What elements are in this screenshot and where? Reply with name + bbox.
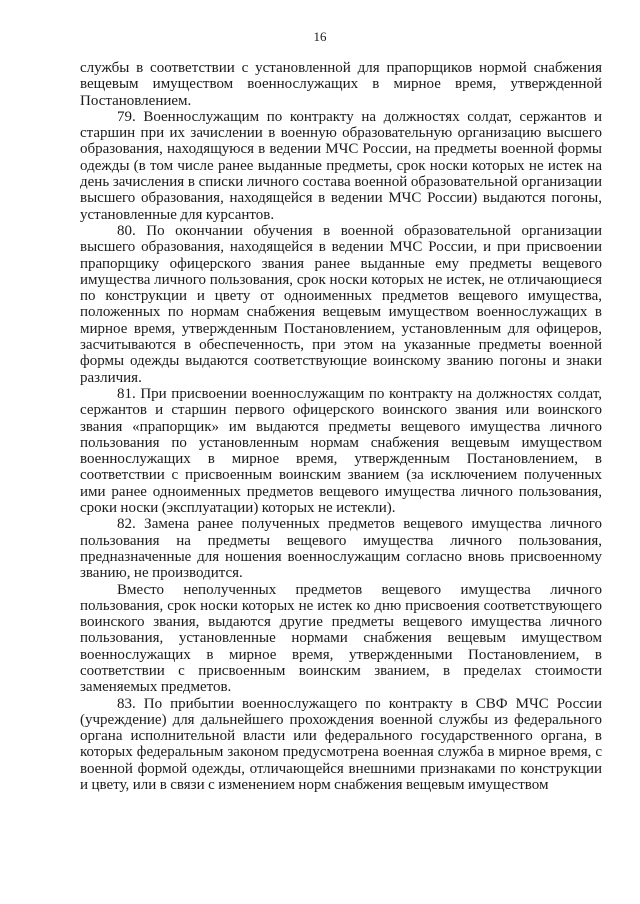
paragraph-continuation: службы в соответствии с установленной для прапорщиков нормой снабжения вещевым имуществом военнослужащих в мирное время, утвержденной Постановлением.: [80, 60, 602, 109]
paragraph-83: 83. По прибытии военнослужащего по контракту в СВФ МЧС России (учреждение) для дальнейшего прохождения военной службы из федерального органа исполнительной власти или федерального государственного органа, в которых федеральным законом предусмотрена военная служба в мирное время, с военной формой одежды, отличающейся внешними признаками по конструкции и цвету, или в связи с изменением норм снабжения вещевым имуществом: [80, 695, 602, 794]
paragraph-81: 81. При присвоении военнослужащим по контракту на должностях солдат, сержантов и старшин первого офицерского воинского звания или воинского звания «прапорщик» им выдаются предметы вещевого имущества личного пользования по установленным нормам снабжения вещевым имуществом военнослужащих в мирное время, утвержденным Постановлением, в соответствии с присвоенным воинским званием (за исключением полученных ими ранее одноименных предметов вещевого имущества личного пользования, сроки носки (эксплуатации) которых не истекли).: [80, 385, 602, 517]
paragraph-80: 80. По окончании обучения в военной образовательной организации высшего образования, находящейся в ведении МЧС России, и при присвоении прапорщику офицерского звания ранее выданные ему предметы вещевого имущества личного пользования, срок носки которых не истек, не отличающиеся по конструкции и цвету от одноименных предметов вещевого имущества, положенных по нормам снабжения вещевым имуществом военнослужащих в мирное время, утвержденным Постановлением, установленным для офицеров, засчитываются в обеспеченность, при этом на указанные предметы военной формы одежды выдаются соответствующие воинскому званию погоны и знаки различия.: [80, 222, 602, 386]
paragraph-82-continued: Вместо неполученных предметов вещевого имущества личного пользования, срок носки которых не истек ко дню присвоения соответствующего воинского звания, выдаются другие предметы вещевого имущества личного пользования, установленные нормами снабжения вещевым имуществом военнослужащих в мирное время, утвержденными Постановлением, в соответствии с присвоенным воинским званием, в пределах стоимости заменяемых предметов.: [80, 581, 602, 696]
paragraph-79: 79. Военнослужащим по контракту на должностях солдат, сержантов и старшин при их зачислении в военную образовательную организацию высшего образования, находящуюся в ведении МЧС России, на предметы военной формы одежды (в том числе ранее выданные предметы, срок носки которых не истек на день зачисления в списки личного состава военной образовательной организации высшего образования, находящейся в ведении МЧС России) выдаются погоны, установленные для курсантов.: [80, 108, 602, 223]
page-number: 16: [313, 29, 327, 44]
paragraph-82: 82. Замена ранее полученных предметов вещевого имущества личного пользования на предметы вещевого имущества личного пользования, предназначенные для ношения военнослужащим согласно вновь присвоенному званию, не производится.: [80, 516, 602, 582]
document-body: [80, 60, 602, 793]
